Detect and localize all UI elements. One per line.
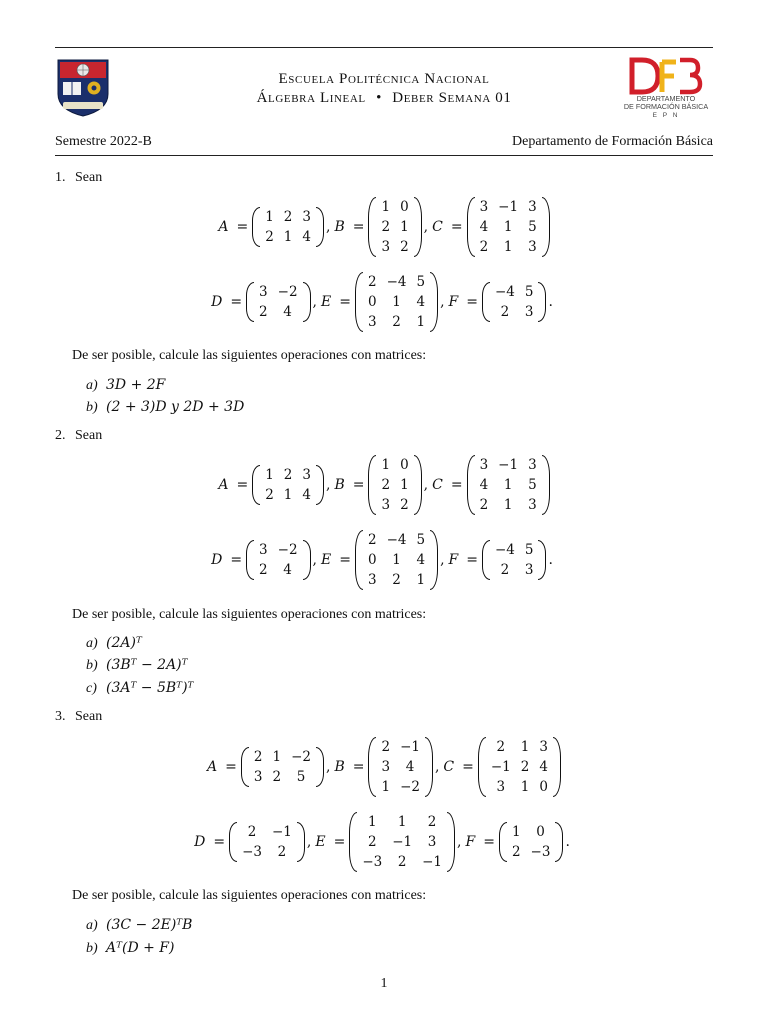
matrix [229,822,305,862]
matrix-entry: 1 [381,457,391,473]
p1-item-a: a) 3D + 2F [86,377,166,393]
matrix-entry: 3 [427,834,437,850]
matrix-entry: 3 [381,759,391,775]
matrix-entries [254,540,303,580]
matrix-row [475,197,542,217]
matrix-entry: −1 [392,834,413,850]
right-bracket [303,540,311,580]
matrix-row [249,767,316,787]
header-bottom-rule [55,155,713,156]
sean-word: Sean [75,170,103,185]
matrix-entry: 1 [520,739,530,755]
matrix-entry: 4 [283,304,292,320]
matrix-entries [475,455,542,515]
matrix-entry: 1 [392,294,401,310]
matrix [467,455,550,515]
assignment-name: Deber Semana 01 [392,90,512,106]
matrix-entry: 0 [400,199,409,215]
matrix-entry: 2 [259,304,268,320]
matrix-entry: −2 [277,542,298,558]
matrix-entry: 1 [511,824,521,840]
matrix [349,812,455,872]
matrix-entry: −1 [490,759,511,775]
matrix-entry: 3 [524,562,534,578]
left-bracket [482,540,490,580]
matrix-entry: 0 [367,294,377,310]
matrix-entry: 0 [536,824,545,840]
matrix-entry: 1 [520,779,530,795]
matrix-entry: 1 [265,209,274,225]
right-bracket [414,197,422,257]
course-name: Álgebra Lineal [256,90,366,106]
left-bracket [368,197,376,257]
right-bracket [316,465,324,505]
matrix-entry: 1 [283,229,293,245]
matrix-entry: 5 [524,284,534,300]
matrix-entry: 2 [381,219,391,235]
matrix-row [376,197,413,217]
left-bracket [478,737,486,797]
matrix-entry: −4 [386,532,407,548]
matrix-entry: 3 [367,572,377,588]
matrix-entry: 2 [392,314,401,330]
sean-word: Sean [75,428,103,443]
matrix-entry: 2 [400,497,409,513]
matrix-row [237,822,297,842]
matrix-entry: 0 [539,779,548,795]
p3-equation-row-1: A = 2 1 −2 3 2 5 , B = 2 −1 3 4 1 −2 , C = 2 1 3 −1 2 4 3 1 0 [0,738,768,796]
matrix-row [507,822,556,842]
matrix-entries [357,812,447,872]
p2-item-a: a) (2A)ᵀ [86,635,142,651]
matrix-entry: 2 [259,562,268,578]
left-bracket [499,822,507,862]
matrix-row [475,237,542,257]
matrix-row [260,207,316,227]
matrix-entry: 1 [400,477,409,493]
matrix-entry: −2 [277,284,298,300]
matrix [368,455,421,515]
matrix-row [475,495,542,515]
matrix-row [486,777,553,797]
left-bracket [368,737,376,797]
matrix-entries [363,272,430,332]
matrix [467,197,550,257]
matrix-entry: 2 [511,844,521,860]
matrix-entry: 5 [524,542,534,558]
matrix-row [260,227,316,247]
matrix-entries [237,822,297,862]
dfb-logo-line1: DEPARTAMENTO [636,94,696,103]
p1-equation-row-1: A = 1 2 3 2 1 4 , B = 1 0 2 1 3 2 , C = 3 −1 3 4 1 5 2 1 3 [0,198,768,256]
matrix-row [363,292,430,312]
matrix-entries [363,530,430,590]
matrix-entry: 2 [265,487,274,503]
matrix-entry: 4 [283,562,292,578]
matrix-entry: 1 [503,239,513,255]
matrix-row [376,237,413,257]
p3-item-b: b) Aᵀ(D + F) [86,940,175,956]
matrix-entry: 2 [496,739,506,755]
matrix [482,540,547,580]
matrix-entry: 2 [272,769,282,785]
matrix-entry: 2 [247,824,257,840]
matrix-entry: −1 [498,199,519,215]
p1-instruction: De ser posible, calcule las siguientes operaciones con matrices: [72,348,427,363]
left-bracket [368,455,376,515]
matrix-row [490,540,539,560]
matrix-entry: 1 [416,572,426,588]
matrix-entry: 1 [503,497,513,513]
matrix-entry: 2 [283,209,293,225]
right-bracket [538,282,546,322]
matrix [252,465,324,505]
matrix-name: A [218,219,229,235]
left-bracket [241,747,249,787]
matrix-entry: −2 [400,779,420,795]
matrix-row [254,282,303,302]
semester-label: Semestre 2022-B [55,134,152,149]
matrix-entry: 4 [479,219,489,235]
left-bracket [246,540,254,580]
right-bracket [425,737,433,797]
header-top-rule [55,47,713,48]
matrix-entry: 3 [528,239,537,255]
p3-equation-row-2: D = 2 −1 −3 2 , E = 1 1 2 2 −1 3 −3 2 −1 , F = 1 0 2 −3 . [194,814,570,870]
matrix-row [237,842,297,862]
p3-item-a: a) (3C − 2E)ᵀB [86,917,193,933]
matrix-row [376,217,413,237]
left-bracket [252,207,260,247]
matrix-entry: 5 [528,219,537,235]
matrix-entry: −1 [422,854,443,870]
matrix-entry: 1 [503,477,513,493]
matrix-entry: −4 [494,542,515,558]
matrix-row [376,777,425,797]
problem-1-heading [55,170,102,186]
matrix-entry: −3 [242,844,262,860]
matrix-entry: 3 [479,457,489,473]
matrix-entry: 1 [272,749,282,765]
matrix-entry: 1 [283,487,293,503]
p2-instruction: De ser posible, calcule las siguientes operaciones con matrices: [72,607,427,622]
matrix-entry: 2 [520,759,530,775]
matrix-entries [490,540,539,580]
right-bracket [555,822,563,862]
left-bracket [229,822,237,862]
problem-2-heading [55,428,102,444]
matrix-row [475,455,542,475]
matrix-row [363,312,430,332]
left-bracket [349,812,357,872]
matrix-entries [507,822,556,862]
institution-title: Escuela Politécnica Nacional [278,71,490,87]
matrix-entry: 3 [381,239,391,255]
matrix-row [260,465,316,485]
matrix-row [486,757,553,777]
matrix-entry: 2 [253,749,263,765]
epn-crest-logo [55,58,111,118]
matrix-row [254,302,303,322]
matrix-entry: 5 [416,532,426,548]
dfb-logo-line3: E P N [652,112,680,119]
matrix-entry: 3 [539,739,548,755]
right-bracket [430,272,438,332]
matrix-entry: 3 [528,457,537,473]
left-bracket [252,465,260,505]
matrix-row [357,832,447,852]
right-bracket [538,540,546,580]
matrix-entries [376,455,413,515]
matrix-entry: 4 [302,487,311,503]
matrix-row [376,737,425,757]
matrix-entry: 2 [392,572,401,588]
matrix-entry: 1 [381,199,391,215]
matrix [499,822,564,862]
matrix-row [254,560,303,580]
matrix-entry: 2 [367,274,377,290]
right-bracket [553,737,561,797]
matrix-entry: 0 [400,457,409,473]
matrix [355,530,438,590]
matrix-entries [254,282,303,322]
matrix-row [486,737,553,757]
matrix [478,737,561,797]
dfb-logo [618,56,714,122]
matrix-entry: 2 [265,229,274,245]
matrix-entry: 1 [503,219,513,235]
matrix-entry: 4 [405,759,415,775]
p2-equation-row-2: D = 3 −2 2 4 , E = 2 −4 5 0 1 4 3 2 1 , F = −4 5 2 3 . [211,532,553,588]
matrix-entry: −4 [494,284,515,300]
matrix-row [357,852,447,872]
right-bracket [316,207,324,247]
matrix-entry: 3 [381,497,391,513]
matrix-entry: 3 [302,467,311,483]
matrix-entry: 3 [259,542,268,558]
matrix-entries [475,197,542,257]
left-bracket [467,197,475,257]
matrix-row [363,570,430,590]
right-bracket [414,455,422,515]
left-bracket [355,530,363,590]
dfb-logo-line2: DE FORMACIÓN BÁSICA [623,102,709,111]
matrix-entry: 3 [528,199,537,215]
matrix [246,282,311,322]
sean-word: Sean [75,709,103,724]
matrix-entry: −2 [291,749,311,765]
matrix-entry: 4 [416,552,426,568]
matrix-row [376,757,425,777]
matrix-entry: 3 [259,284,268,300]
problem-number: 2. [55,428,66,443]
matrix-entry: 2 [500,304,510,320]
matrix-entries [260,465,316,505]
left-bracket [482,282,490,322]
matrix-entry: −1 [498,457,519,473]
matrix-entry: 0 [367,552,377,568]
department-label: Departamento de Formación Básica [512,134,713,149]
matrix [355,272,438,332]
left-bracket [246,282,254,322]
problem-3-heading [55,709,102,725]
right-bracket [447,812,455,872]
matrix-entry: 3 [302,209,311,225]
matrix-row [376,475,413,495]
matrix-entry: 3 [253,769,263,785]
matrix-row [376,455,413,475]
matrix-entry: 2 [400,239,409,255]
matrix-entry: 2 [479,497,489,513]
matrix-entry: −1 [271,824,292,840]
matrix-entry: 4 [302,229,311,245]
matrix-entries [260,207,316,247]
matrix-entry: 5 [416,274,426,290]
matrix-entry: 4 [416,294,426,310]
matrix-entry: 2 [381,477,391,493]
matrix-entries [376,197,413,257]
matrix-entry: 2 [367,834,377,850]
matrix-entry: 1 [367,814,377,830]
p1-equation-row-2: D = 3 −2 2 4 , E = 2 −4 5 0 1 4 3 2 1 , F = −4 5 2 3 . [211,274,553,330]
matrix [246,540,311,580]
matrix-entry: 4 [479,477,489,493]
matrix-row [363,272,430,292]
bullet-separator: • [376,90,382,106]
matrix-entry: 3 [496,779,506,795]
p1-item-b: b) (2 + 3)D y 2D + 3D [86,399,245,415]
p2-equation-row-1: A = 1 2 3 2 1 4 , B = 1 0 2 1 3 2 , C = 3 −1 3 4 1 5 2 1 3 [0,456,768,514]
left-bracket [467,455,475,515]
matrix-entry: 2 [283,467,293,483]
matrix-entries [249,747,316,787]
matrix-entry: −4 [386,274,407,290]
matrix [368,197,421,257]
right-bracket [542,197,550,257]
right-bracket [316,747,324,787]
matrix-entry: 5 [528,477,537,493]
page-number: 1 [380,976,388,991]
problem-number: 1. [55,170,66,185]
problem-number: 3. [55,709,66,724]
matrix-entry: 2 [381,739,391,755]
matrix-row [490,302,539,322]
matrix-entry: 1 [392,552,401,568]
matrix-entry: 2 [397,854,407,870]
matrix-entry: 1 [265,467,274,483]
matrix-row [260,485,316,505]
matrix-entry: 2 [479,239,489,255]
matrix [252,207,324,247]
matrix-row [490,282,539,302]
matrix-entry: 1 [381,779,391,795]
matrix-row [490,560,539,580]
p3-instruction: De ser posible, calcule las siguientes operaciones con matrices: [72,888,427,903]
matrix-entry: 3 [528,497,537,513]
matrix-entry: 2 [427,814,437,830]
matrix-row [363,530,430,550]
matrix [482,282,547,322]
matrix-entries [486,737,553,797]
matrix-entry: 1 [400,219,409,235]
right-bracket [297,822,305,862]
p2-item-b: b) (3Bᵀ − 2A)ᵀ [86,657,188,673]
matrix-entry: 1 [397,814,407,830]
matrix-entry: −3 [530,844,551,860]
matrix-entry: 2 [500,562,510,578]
matrix-row [357,812,447,832]
matrix-entry: 2 [277,844,287,860]
matrix-entry: 1 [416,314,426,330]
matrix-entry: 3 [524,304,534,320]
matrix-row [475,475,542,495]
matrix-entry: 4 [539,759,548,775]
matrix-row [254,540,303,560]
matrix [368,737,433,797]
right-bracket [303,282,311,322]
matrix-entries [490,282,539,322]
matrix-row [507,842,556,862]
matrix-row [376,495,413,515]
matrix-row [249,747,316,767]
right-bracket [542,455,550,515]
matrix-row [363,550,430,570]
matrix-entries [376,737,425,797]
matrix-row [475,217,542,237]
matrix-entry: −3 [362,854,383,870]
matrix-entry: 2 [367,532,377,548]
matrix-entry: 3 [479,199,489,215]
matrix [241,747,324,787]
matrix-entry: 5 [296,769,306,785]
matrix-entry: −1 [400,739,420,755]
right-bracket [430,530,438,590]
p2-item-c: c) (3Aᵀ − 5Bᵀ)ᵀ [86,680,194,696]
left-bracket [355,272,363,332]
matrix-entry: 3 [367,314,377,330]
